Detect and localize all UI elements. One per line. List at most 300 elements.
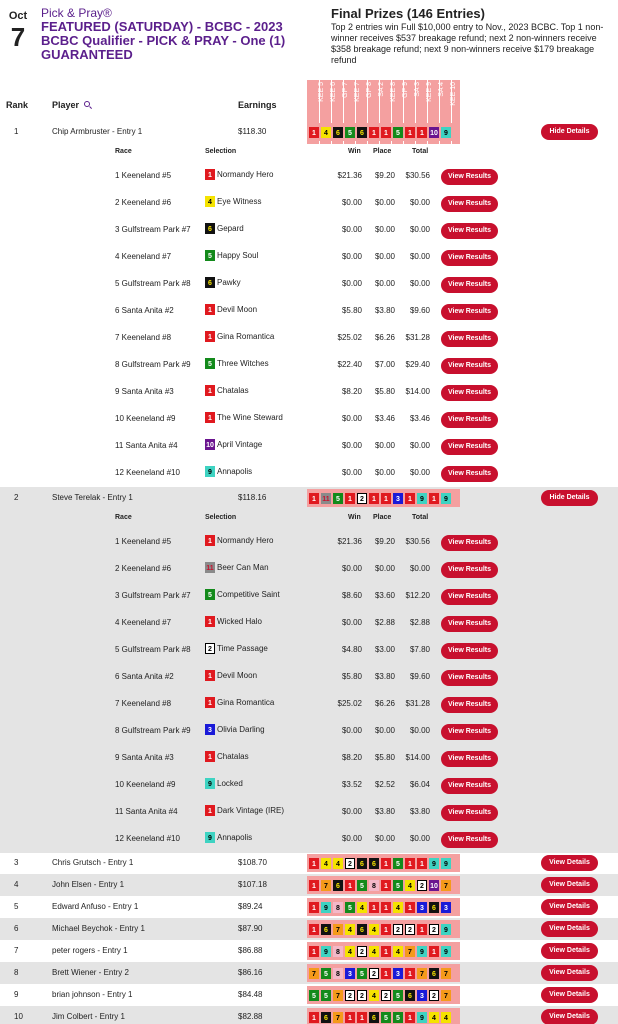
- search-icon[interactable]: [84, 101, 90, 107]
- pick-number: 2: [357, 946, 367, 957]
- detail-header-place: Place: [373, 514, 392, 521]
- pick-number: 4: [205, 196, 215, 207]
- selection-cell: [205, 304, 257, 315]
- pick-number: 2: [345, 858, 355, 869]
- detail-header-total: Total: [412, 514, 429, 521]
- payout-win: $0.00: [341, 618, 362, 627]
- pick-number: 4: [369, 990, 379, 1001]
- horse-name: Competitive Saint: [217, 590, 280, 599]
- race-name: 8 Gulfstream Park #9: [115, 360, 191, 369]
- pick-number: 4: [393, 946, 403, 957]
- rank-cell: 6: [14, 924, 19, 933]
- pick-number: 7: [405, 946, 415, 957]
- pick-number: 6: [333, 127, 343, 138]
- payout-win: $3.52: [341, 780, 362, 789]
- view-results-button[interactable]: View Results: [441, 304, 498, 320]
- pick-number: 5: [321, 968, 331, 979]
- pick-strip: [307, 942, 460, 960]
- pick-number: 4: [393, 902, 403, 913]
- payout-total: $0.00: [409, 468, 430, 477]
- race-name: 3 Gulfstream Park #7: [115, 225, 191, 234]
- selection-cell: [205, 223, 244, 234]
- pick-number: 5: [309, 990, 319, 1001]
- payout-win: $0.00: [341, 279, 362, 288]
- payout-total: $14.00: [405, 387, 430, 396]
- pick-number: 9: [429, 858, 439, 869]
- pick-number: 1: [405, 493, 415, 504]
- pick-number: 9: [417, 946, 427, 957]
- view-results-button[interactable]: View Results: [441, 439, 498, 455]
- pick-number: 1: [381, 946, 391, 957]
- horse-name: Devil Moon: [217, 671, 258, 680]
- selection-cell: [205, 358, 269, 369]
- view-details-button[interactable]: View Details: [541, 1009, 598, 1024]
- pick-number: 1: [309, 946, 319, 957]
- payout-total: $0.00: [409, 198, 430, 207]
- rank-cell: 3: [14, 858, 19, 867]
- view-results-button[interactable]: View Results: [441, 643, 498, 659]
- pick-number: 5: [393, 858, 403, 869]
- detail-header-race: Race: [115, 514, 132, 521]
- view-results-button[interactable]: View Results: [441, 616, 498, 632]
- pick-number: 10: [205, 439, 215, 450]
- earnings-cell: $84.48: [238, 990, 263, 999]
- horse-name: Gepard: [217, 224, 244, 233]
- leaderboard-row: [0, 852, 618, 874]
- final-prizes: [331, 6, 613, 66]
- detail-row: [0, 217, 618, 244]
- payout-total: $30.56: [405, 537, 430, 546]
- pick-number: 7: [333, 924, 343, 935]
- detail-header-total: Total: [412, 148, 429, 155]
- payout-total: $7.80: [409, 645, 430, 654]
- pick-number: 5: [357, 968, 367, 979]
- pick-strip: [307, 876, 460, 894]
- pick-number: 1: [381, 924, 391, 935]
- player-name: Brett Wiener - Entry 2: [52, 968, 129, 977]
- payout-total: $31.28: [405, 333, 430, 342]
- pick-number: 1: [345, 493, 355, 504]
- rank-cell: 9: [14, 990, 19, 999]
- pick-number: 1: [369, 902, 379, 913]
- race-column-label: KEE 9: [426, 82, 433, 102]
- view-results-button[interactable]: View Results: [441, 562, 498, 578]
- payout-total: $3.80: [409, 807, 430, 816]
- date-day: 7: [10, 22, 26, 52]
- race-name: 12 Keeneland #10: [115, 834, 180, 843]
- selection-cell: [205, 562, 269, 573]
- pick-number: 4: [369, 924, 379, 935]
- payout-place: $0.00: [374, 564, 395, 573]
- horse-name: Eye Witness: [217, 197, 262, 206]
- pick-number: 1: [309, 127, 319, 138]
- date-badge: [6, 10, 30, 50]
- pick-number: 8: [333, 968, 343, 979]
- player-name: Michael Beychok - Entry 1: [52, 924, 145, 933]
- payout-place: $3.80: [374, 306, 395, 315]
- detail-header-place: Place: [373, 148, 392, 155]
- earnings-cell: $118.30: [238, 127, 267, 136]
- leaderboard-row: [0, 487, 618, 509]
- view-results-button[interactable]: View Results: [441, 751, 498, 767]
- pick-number: 6: [333, 880, 343, 891]
- player-name: Chris Grutsch - Entry 1: [52, 858, 134, 867]
- view-results-button[interactable]: View Results: [441, 697, 498, 713]
- pick-number: 5: [205, 589, 215, 600]
- payout-total: $0.00: [409, 279, 430, 288]
- payout-win: $5.80: [341, 672, 362, 681]
- pick-number: 10: [429, 880, 439, 891]
- payout-win: $8.20: [341, 753, 362, 762]
- detail-row: [0, 433, 618, 460]
- contest-title-line: FEATURED (SATURDAY) - BCBC - 2023: [41, 19, 283, 34]
- detail-row: [0, 244, 618, 271]
- payout-total: $0.00: [409, 225, 430, 234]
- detail-row: [0, 529, 618, 556]
- payout-win: $22.40: [337, 360, 362, 369]
- pick-number: 1: [381, 902, 391, 913]
- view-results-button[interactable]: View Results: [441, 169, 498, 185]
- pick-number: 1: [309, 880, 319, 891]
- rank-column-header: Rank: [6, 100, 29, 110]
- pick-number: 9: [205, 832, 215, 843]
- race-name: 12 Keeneland #10: [115, 468, 180, 477]
- view-results-button[interactable]: View Results: [441, 358, 498, 374]
- view-results-button[interactable]: View Results: [441, 277, 498, 293]
- payout-total: $31.28: [405, 699, 430, 708]
- selection-cell: [205, 751, 249, 762]
- pick-number: 1: [205, 304, 215, 315]
- view-results-button[interactable]: View Results: [441, 535, 498, 551]
- race-column-label: SA 3: [414, 82, 421, 97]
- view-results-button[interactable]: View Results: [441, 250, 498, 266]
- pick-number: 1: [205, 385, 215, 396]
- payout-total: $0.00: [409, 834, 430, 843]
- race-name: 11 Santa Anita #4: [115, 807, 178, 816]
- pick-number: 5: [345, 127, 355, 138]
- pick-number: 3: [205, 724, 215, 735]
- pick-number: 7: [441, 990, 451, 1001]
- horse-name: Annapolis: [217, 467, 253, 476]
- pick-strip: [307, 123, 460, 141]
- player-column-label: Player: [52, 100, 80, 110]
- pick-number: 1: [309, 902, 319, 913]
- pick-number: 2: [417, 880, 427, 891]
- payout-win: $0.00: [341, 198, 362, 207]
- pick-number: 1: [381, 968, 391, 979]
- pick-number: 6: [357, 858, 367, 869]
- pick-number: 4: [345, 924, 355, 935]
- payout-place: $6.26: [374, 333, 395, 342]
- pick-strip: [307, 854, 460, 872]
- detail-header-race: Race: [115, 148, 132, 155]
- race-column-label: KEE 8: [390, 82, 397, 102]
- pick-number: 1: [417, 127, 427, 138]
- view-results-button[interactable]: View Results: [441, 412, 498, 428]
- pick-number: 6: [321, 1012, 331, 1023]
- hide-details-button[interactable]: Hide Details: [541, 490, 598, 506]
- hide-details-button[interactable]: Hide Details: [541, 124, 598, 140]
- race-column-label: KEE 5: [318, 82, 325, 102]
- selection-cell: [205, 697, 274, 708]
- horse-name: Annapolis: [217, 833, 253, 842]
- pick-number: 4: [405, 880, 415, 891]
- selection-cell: [205, 805, 284, 816]
- detail-row: [0, 583, 618, 610]
- detail-row: [0, 691, 618, 718]
- payout-win: $25.02: [337, 333, 362, 342]
- payout-place: $2.88: [374, 618, 395, 627]
- pick-number: 1: [205, 670, 215, 681]
- pick-number: 9: [205, 466, 215, 477]
- pick-number: 1: [405, 858, 415, 869]
- pick-number: 1: [405, 1012, 415, 1023]
- payout-place: $0.00: [374, 726, 395, 735]
- horse-name: Three Witches: [217, 359, 269, 368]
- horse-name: Devil Moon: [217, 305, 258, 314]
- final-prizes-heading: Final Prizes (146 Entries): [331, 6, 485, 21]
- view-details-button[interactable]: View Details: [541, 877, 598, 893]
- rank-cell: 10: [14, 1012, 23, 1021]
- payout-place: $0.00: [374, 441, 395, 450]
- race-name: 5 Gulfstream Park #8: [115, 645, 191, 654]
- pick-number: 6: [429, 968, 439, 979]
- selection-cell: [205, 412, 283, 423]
- leaderboard-row: [0, 121, 618, 143]
- pick-number: 1: [405, 968, 415, 979]
- detail-row: [0, 298, 618, 325]
- pick-number: 5: [381, 1012, 391, 1023]
- payout-place: $0.00: [374, 834, 395, 843]
- pick-number: 6: [205, 223, 215, 234]
- view-results-button[interactable]: View Results: [441, 805, 498, 821]
- payout-total: $6.04: [409, 780, 430, 789]
- race-name: 9 Santa Anita #3: [115, 387, 174, 396]
- pick-number: 7: [333, 990, 343, 1001]
- payout-place: $0.00: [374, 198, 395, 207]
- pick-number: 9: [441, 493, 451, 504]
- leaderboard-row: [0, 896, 618, 918]
- pick-number: 9: [441, 946, 451, 957]
- detail-header-win: Win: [348, 148, 361, 155]
- pick-number: 1: [345, 1012, 355, 1023]
- detail-row: [0, 163, 618, 190]
- pick-number: 4: [345, 946, 355, 957]
- pick-number: 1: [309, 1012, 319, 1023]
- view-results-button[interactable]: View Results: [441, 724, 498, 740]
- leaderboard-row: [0, 1006, 618, 1024]
- pick-number: 4: [429, 1012, 439, 1023]
- payout-place: $2.52: [374, 780, 395, 789]
- pick-number: 3: [441, 902, 451, 913]
- view-results-button[interactable]: View Results: [441, 196, 498, 212]
- rank-cell: 8: [14, 968, 19, 977]
- horse-name: Happy Soul: [217, 251, 259, 260]
- pick-number: 1: [309, 924, 319, 935]
- payout-total: $0.00: [409, 252, 430, 261]
- payout-total: $29.40: [405, 360, 430, 369]
- race-name: 6 Santa Anita #2: [115, 672, 174, 681]
- payout-place: $3.46: [374, 414, 395, 423]
- pick-number: 1: [205, 169, 215, 180]
- race-column-label: GP 8: [366, 82, 373, 98]
- pick-strip: [307, 986, 460, 1004]
- earnings-cell: $108.70: [238, 858, 267, 867]
- pick-number: 6: [369, 1012, 379, 1023]
- view-results-button[interactable]: View Results: [441, 589, 498, 605]
- payout-total: $0.00: [409, 726, 430, 735]
- detail-row: [0, 190, 618, 217]
- horse-name: Gina Romantica: [217, 332, 275, 341]
- view-details-button[interactable]: View Details: [541, 987, 598, 1003]
- pick-number: 1: [369, 127, 379, 138]
- race-name: 9 Santa Anita #3: [115, 753, 174, 762]
- player-name: Chip Armbruster - Entry 1: [52, 127, 143, 136]
- selection-cell: [205, 535, 273, 546]
- view-results-button[interactable]: View Results: [441, 778, 498, 794]
- race-name: 1 Keeneland #5: [115, 171, 172, 180]
- view-details-button[interactable]: View Details: [541, 899, 598, 915]
- pick-number: 5: [393, 990, 403, 1001]
- view-results-button[interactable]: View Results: [441, 832, 498, 848]
- race-column-label: KEE 6: [330, 82, 337, 102]
- selection-cell: [205, 670, 257, 681]
- detail-row: [0, 556, 618, 583]
- final-prizes-text: Top 2 entries win Full $10,000 entry to Nov., 2023 BCBC. Top 1 non-winner receives $537 breakage refund; next 2 non-winners receive $358 breakage refund; next 9 non-winners receive $179 breakage refund: [331, 22, 604, 65]
- pick-number: 7: [441, 880, 451, 891]
- payout-total: $9.60: [409, 672, 430, 681]
- rank-cell: 5: [14, 902, 19, 911]
- pick-number: 4: [321, 858, 331, 869]
- pick-number: 1: [205, 697, 215, 708]
- pick-number: 6: [429, 902, 439, 913]
- horse-name: Chatalas: [217, 752, 249, 761]
- pick-number: 1: [205, 331, 215, 342]
- selection-cell: [205, 169, 273, 180]
- pick-number: 9: [321, 902, 331, 913]
- payout-place: $9.20: [374, 171, 395, 180]
- earnings-cell: $86.16: [238, 968, 263, 977]
- selection-cell: [205, 778, 243, 789]
- view-details-button[interactable]: View Details: [541, 855, 598, 871]
- pick-number: 8: [333, 946, 343, 957]
- payout-total: $0.00: [409, 441, 430, 450]
- player-name: Edward Anfuso - Entry 1: [52, 902, 139, 911]
- payout-win: $0.00: [341, 564, 362, 573]
- payout-win: $0.00: [341, 441, 362, 450]
- race-name: 10 Keeneland #9: [115, 414, 176, 423]
- pick-number: 1: [309, 858, 319, 869]
- pick-number: 3: [417, 990, 427, 1001]
- player-name: John Elsen - Entry 1: [52, 880, 125, 889]
- race-name: 11 Santa Anita #4: [115, 441, 178, 450]
- pick-number: 5: [205, 250, 215, 261]
- selection-cell: [205, 196, 261, 207]
- view-results-button[interactable]: View Results: [441, 670, 498, 686]
- leaderboard-row: [0, 962, 618, 984]
- view-details-button[interactable]: View Details: [541, 921, 598, 937]
- pick-number: 6: [357, 127, 367, 138]
- selection-cell: [205, 250, 258, 261]
- rank-cell: 4: [14, 880, 19, 889]
- pick-number: 4: [441, 1012, 451, 1023]
- pick-strip: [307, 489, 460, 507]
- payout-place: $0.00: [374, 252, 395, 261]
- payout-win: $8.60: [341, 591, 362, 600]
- pick-number: 9: [205, 778, 215, 789]
- player-column-header[interactable]: [52, 100, 90, 110]
- view-details-button[interactable]: View Details: [541, 965, 598, 981]
- pick-number: 7: [309, 968, 319, 979]
- detail-row: [0, 664, 618, 691]
- pick-number: 1: [429, 493, 439, 504]
- race-column-label: KEE 7: [354, 82, 361, 102]
- pick-number: 5: [393, 127, 403, 138]
- pick-number: 2: [369, 968, 379, 979]
- race-name: 7 Keeneland #8: [115, 699, 172, 708]
- race-name: 4 Keeneland #7: [115, 618, 172, 627]
- horse-name: Olivia Darling: [217, 725, 265, 734]
- view-results-button[interactable]: View Results: [441, 385, 498, 401]
- pick-number: 1: [417, 924, 427, 935]
- contest-title: [41, 6, 311, 62]
- pick-number: 2: [381, 990, 391, 1001]
- view-results-button[interactable]: View Results: [441, 223, 498, 239]
- pick-number: 6: [357, 924, 367, 935]
- rank-cell: 1: [14, 127, 19, 136]
- earnings-cell: $86.88: [238, 946, 263, 955]
- view-results-button[interactable]: View Results: [441, 331, 498, 347]
- race-column-label: SA 2: [378, 82, 385, 97]
- pick-number: 1: [357, 1012, 367, 1023]
- payout-win: $21.36: [337, 171, 362, 180]
- earnings-column-header: Earnings: [238, 100, 277, 110]
- earnings-cell: $82.88: [238, 1012, 263, 1021]
- pick-number: 9: [441, 127, 451, 138]
- payout-win: $0.00: [341, 807, 362, 816]
- horse-name: Pawky: [217, 278, 241, 287]
- pick-strip: [307, 1008, 460, 1024]
- horse-name: Beer Can Man: [217, 563, 269, 572]
- selection-cell: [205, 439, 262, 450]
- pick-number: 1: [205, 751, 215, 762]
- detail-row: [0, 406, 618, 433]
- pick-number: 1: [205, 535, 215, 546]
- earnings-cell: $107.18: [238, 880, 267, 889]
- payout-win: $4.80: [341, 645, 362, 654]
- payout-total: $2.88: [409, 618, 430, 627]
- earnings-cell: $87.90: [238, 924, 263, 933]
- payout-win: $0.00: [341, 414, 362, 423]
- race-name: 2 Keeneland #6: [115, 564, 172, 573]
- selection-cell: [205, 832, 252, 843]
- pick-number: 5: [333, 493, 343, 504]
- payout-total: $9.60: [409, 306, 430, 315]
- player-name: Steve Terelak - Entry 1: [52, 493, 133, 502]
- horse-name: Normandy Hero: [217, 170, 274, 179]
- payout-total: $0.00: [409, 564, 430, 573]
- pick-number: 2: [357, 990, 367, 1001]
- pick-number: 8: [333, 902, 343, 913]
- pick-number: 1: [309, 493, 319, 504]
- pick-number: 2: [205, 643, 215, 654]
- leaderboard-row: [0, 874, 618, 896]
- detail-header-win: Win: [348, 514, 361, 521]
- horse-name: Normandy Hero: [217, 536, 274, 545]
- view-details-button[interactable]: View Details: [541, 943, 598, 959]
- pick-number: 6: [321, 924, 331, 935]
- view-results-button[interactable]: View Results: [441, 466, 498, 482]
